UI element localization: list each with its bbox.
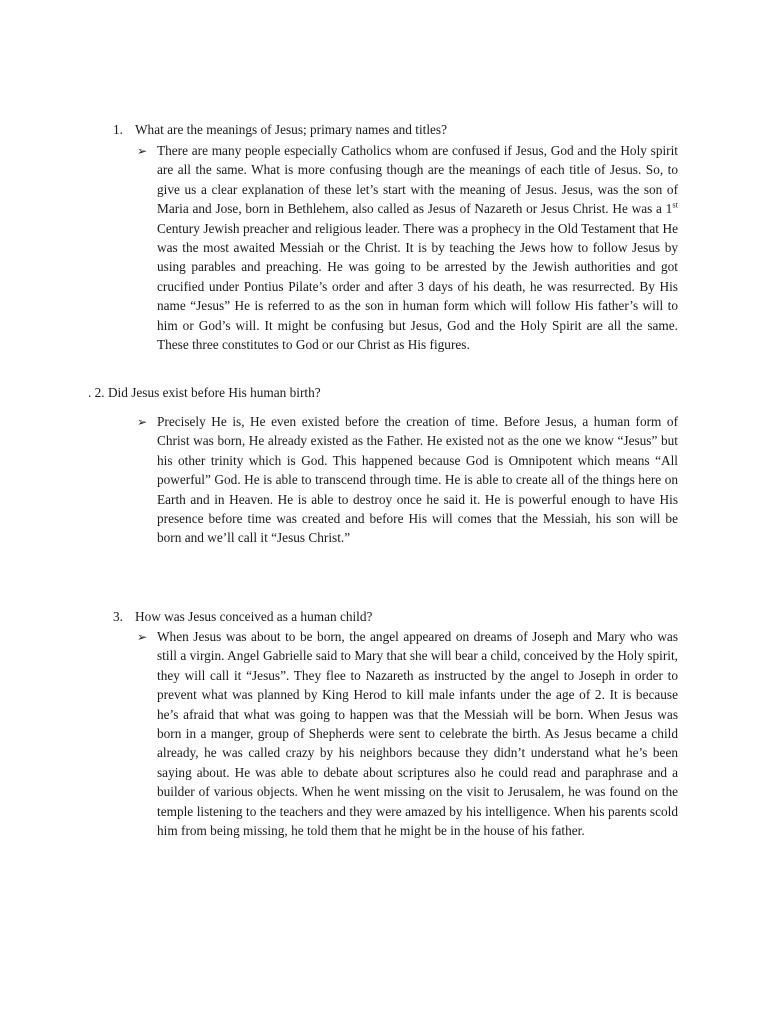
arrow-bullet-icon: ➢ <box>137 144 148 158</box>
question-1-number: 1. <box>113 122 123 137</box>
answer-1-superscript: st <box>672 199 678 210</box>
question-2-text: Did Jesus exist before His human birth? <box>107 385 321 400</box>
answer-3-text: When Jesus was about to be born, the angel appeared on dreams of Joseph and Mary who was still a virgin. Angel Gabrielle said to Mary that she will bear a child, conceived by the Holy spirit, they will call it “Jesus”. They flee to Nazareth as instructed by the angel to Joseph in order to prevent what was planned by King Herod to kill male infants under the age of 2. It is because he’s afraid that what was going to happen was that the Messiah will be born. When Jesus was born in a manger, group of Shepherds were sent to celebrate the birth. As Jesus became a child already, he was called crazy by his neighbors because they didn’t understand what he’s been saying about. He was able to debate about scriptures also he could read and paraphrase and a builder of various objects. When he went missing on the visit to Jerusalem, he was found on the temple listening to the teachers and they were amazed by his intelligence. When his parents scold him from being missing, he told them that he might be in the house of his father. <box>157 629 678 839</box>
answer-1 <box>137 141 678 354</box>
question-1 <box>113 121 447 139</box>
answer-2 <box>137 412 678 548</box>
question-3 <box>113 608 372 626</box>
question-3-number: 3. <box>113 609 123 624</box>
arrow-bullet-icon: ➢ <box>137 415 148 429</box>
question-3-text: How was Jesus conceived as a human child? <box>135 609 373 624</box>
question-2-number: . 2. <box>88 385 105 400</box>
answer-2-text: Precisely He is, He even existed before the creation of time. Before Jesus, a human form of Christ was born, He already existed as the Father. He existed not as the one we know “Jesus” but his other trinity which is God. This happened because God is Omnipotent which means “All powerful” God. He is able to transcend through time. He is able to create all of the things here on Earth and in Heaven. He is able to destroy once he said it. He is powerful enough to have His presence before time was created and before His will comes that the Messiah, his son will be born and we’ll call it “Jesus Christ.” <box>157 414 678 546</box>
question-2 <box>88 384 321 402</box>
question-1-text: What are the meanings of Jesus; primary names and titles? <box>135 122 448 137</box>
answer-1-text-part-1: There are many people especially Catholics whom are confused if Jesus, God and the Holy spirit are all the same. What is more confusing though are the meanings of each title of Jesus. So, to give us a clear explanation of these let’s start with the meaning of Jesus. Jesus, was the son of Maria and Jose, born in Bethlehem, also called as Jesus of Nazareth or Jesus Christ. He was a 1 <box>157 143 678 217</box>
answer-1-text-part-2: Century Jewish preacher and religious leader. There was a prophecy in the Old Testament that He was the most awaited Messiah or the Christ. It is by teaching the Jews how to follow Jesus by using parables and preaching. He was going to be arrested by the Jewish authorities and got crucified under Pontius Pilate’s order and after 3 days of his death, he was resurrected. By His name “Jesus” He is referred to as the son in human form which will follow His father’s will to him or God’s will. It might be confusing but Jesus, God and the Holy Spirit are all the same. These three constitutes to God or our Christ as His figures. <box>157 220 678 353</box>
answer-1-text <box>157 141 678 354</box>
answer-3 <box>137 627 678 840</box>
arrow-bullet-icon: ➢ <box>137 630 148 644</box>
